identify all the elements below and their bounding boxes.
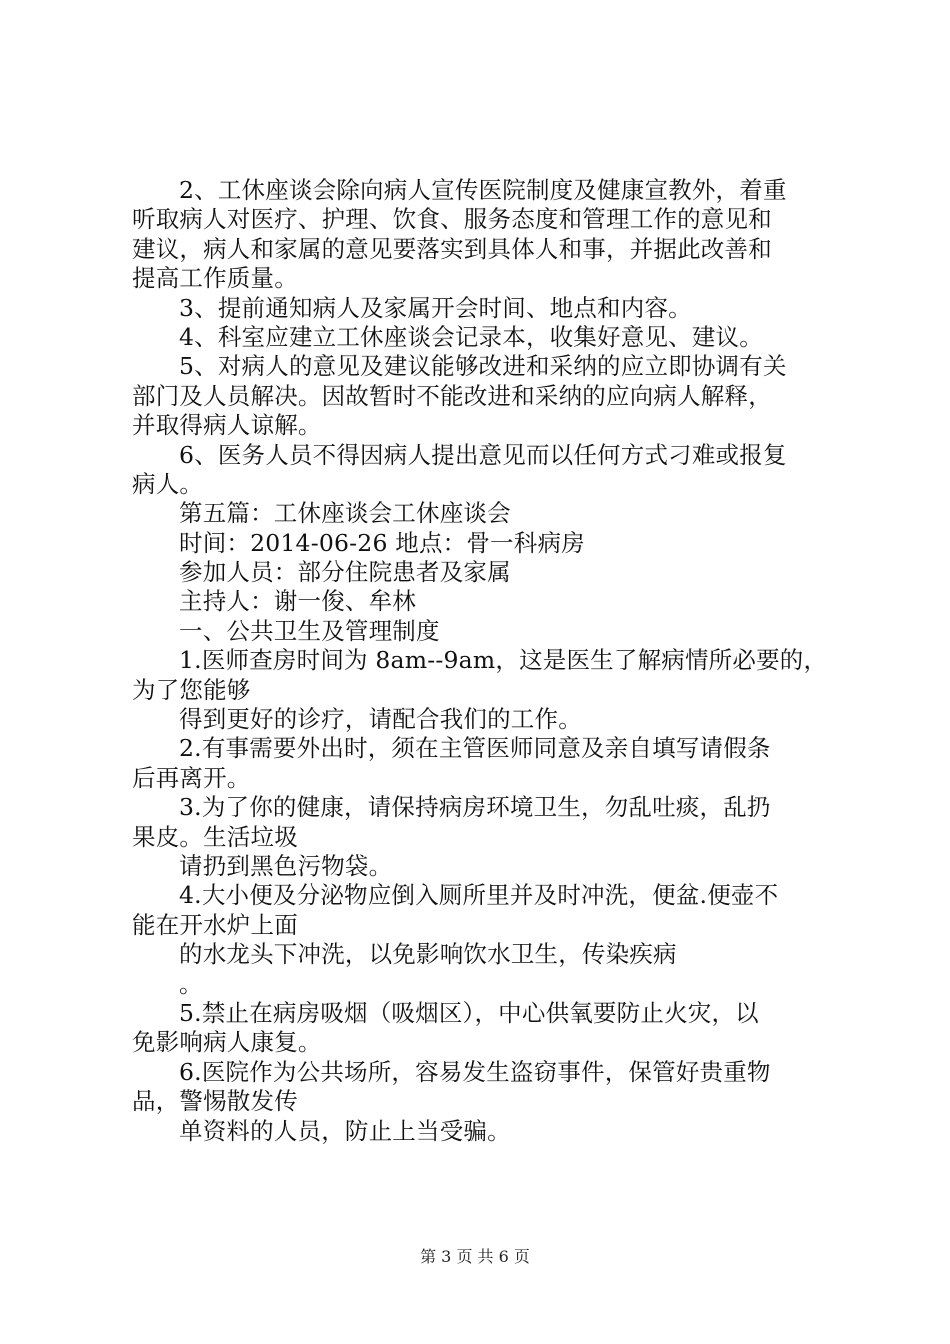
- text-line: 。: [179, 969, 203, 998]
- text-line: 得到更好的诊疗，请配合我们的工作。: [179, 705, 582, 734]
- text-line: 2、工休座谈会除向病人宣传医院制度及健康宣教外，着重: [179, 176, 787, 204]
- text-line: 听取病人对医疗、护理、饮食、服务态度和管理工作的意见和: [132, 205, 772, 234]
- text-line: 第五篇：工休座谈会工休座谈会: [179, 499, 511, 528]
- page-footer: 第 3 页 共 6 页: [420, 1247, 530, 1266]
- text-line: 为了您能够: [132, 675, 251, 704]
- text-line: 建议，病人和家属的意见要落实到具体人和事，并据此改善和: [132, 234, 772, 263]
- text-line: 后再离开。: [132, 763, 251, 792]
- text-line: 2.有事需要外出时，须在主管医师同意及亲自填写请假条: [179, 734, 771, 763]
- text-line: 参加人员：部分住院患者及家属: [179, 558, 511, 587]
- text-line: 并取得病人谅解。: [132, 411, 322, 440]
- text-line: 能在开水炉上面: [132, 910, 298, 939]
- text-line: 3.为了你的健康，请保持病房环境卫生，勿乱吐痰，乱扔: [179, 793, 771, 822]
- text-line: 单资料的人员，防止上当受骗。: [179, 1116, 511, 1145]
- text-line: 一、公共卫生及管理制度: [179, 616, 440, 645]
- text-line: 的水龙头下冲洗，以免影响饮水卫生，传染疾病: [179, 940, 677, 969]
- text-line: 提高工作质量。: [132, 264, 298, 293]
- text-line: 6、医务人员不得因病人提出意见而以任何方式刁难或报复: [179, 440, 787, 469]
- text-line: 4、科室应建立工休座谈会记录本，收集好意见、建议。: [179, 322, 763, 351]
- text-line: 主持人：谢一俊、牟林: [179, 587, 416, 616]
- text-line: 4.大小便及分泌物应倒入厕所里并及时冲洗，便盆.便壶不: [179, 881, 779, 910]
- text-line: 时间：2014-06-26 地点：骨一科病房: [179, 528, 585, 557]
- text-line: 3、提前通知病人及家属开会时间、地点和内容。: [179, 293, 692, 322]
- document-body: [132, 176, 832, 1146]
- text-line: 6.医院作为公共场所，容易发生盗窃事件，保管好贵重物: [179, 1057, 771, 1086]
- text-line: 1.医师查房时间为 8am--9am，这是医生了解病情所必要的，: [179, 646, 828, 675]
- text-line: 果皮。生活垃圾: [132, 822, 298, 851]
- text-line: 品，警惕散发传: [132, 1087, 298, 1116]
- text-line: 免影响病人康复。: [132, 1028, 322, 1057]
- text-line: 5、对病人的意见及建议能够改进和采纳的应立即协调有关: [179, 352, 787, 381]
- text-line: 部门及人员解决。因故暂时不能改进和采纳的应向病人解释，: [132, 381, 772, 410]
- text-line: 请扔到黑色污物袋。: [179, 851, 393, 880]
- text-line: 5.禁止在病房吸烟（吸烟区），中心供氧要防止火灾，以: [179, 998, 759, 1027]
- text-line: 病人。: [132, 469, 204, 498]
